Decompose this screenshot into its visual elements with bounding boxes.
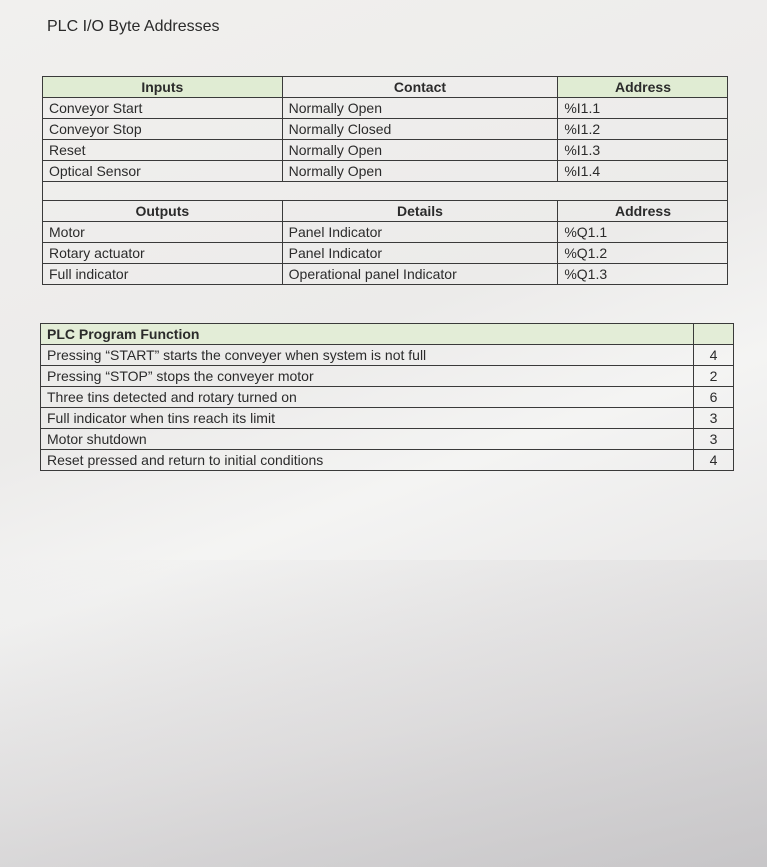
function-text: Reset pressed and return to initial conditions	[41, 450, 694, 471]
output-details: Panel Indicator	[282, 243, 558, 264]
output-address: %Q1.3	[558, 264, 728, 285]
inputs-header-row	[43, 77, 728, 98]
output-name: Rotary actuator	[43, 243, 283, 264]
function-text: Pressing “STOP” stops the conveyer motor	[41, 366, 694, 387]
input-name: Reset	[43, 140, 283, 161]
table-row	[41, 366, 734, 387]
function-header: PLC Program Function	[41, 324, 694, 345]
input-name: Optical Sensor	[43, 161, 283, 182]
table-row	[43, 222, 728, 243]
function-text: Full indicator when tins reach its limit	[41, 408, 694, 429]
program-function-table	[40, 323, 734, 471]
outputs-header-row	[43, 201, 728, 222]
table-row	[41, 429, 734, 450]
output-name: Full indicator	[43, 264, 283, 285]
output-details: Panel Indicator	[282, 222, 558, 243]
outputs-header: Outputs	[43, 201, 283, 222]
output-address: %Q1.1	[558, 222, 728, 243]
contact-header: Contact	[282, 77, 558, 98]
function-mark: 4	[694, 450, 734, 471]
input-address: %I1.2	[558, 119, 728, 140]
function-text: Pressing “START” starts the conveyer when system is not full	[41, 345, 694, 366]
table-row	[41, 450, 734, 471]
input-name: Conveyor Start	[43, 98, 283, 119]
io-address-table	[42, 76, 728, 285]
table-row	[41, 408, 734, 429]
function-mark: 6	[694, 387, 734, 408]
input-contact: Normally Open	[282, 98, 558, 119]
table-row	[43, 140, 728, 161]
table-row	[43, 264, 728, 285]
input-address: %I1.1	[558, 98, 728, 119]
spacer-row	[43, 182, 728, 201]
table-row	[43, 243, 728, 264]
table-row	[43, 98, 728, 119]
details-header: Details	[282, 201, 558, 222]
table-row	[43, 119, 728, 140]
function-mark: 2	[694, 366, 734, 387]
page-title: PLC I/O Byte Addresses	[47, 18, 220, 35]
function-mark: 3	[694, 429, 734, 450]
output-details: Operational panel Indicator	[282, 264, 558, 285]
page-shadow	[0, 560, 767, 867]
function-text: Three tins detected and rotary turned on	[41, 387, 694, 408]
input-contact: Normally Open	[282, 140, 558, 161]
output-address-header: Address	[558, 201, 728, 222]
inputs-header: Inputs	[43, 77, 283, 98]
input-name: Conveyor Stop	[43, 119, 283, 140]
input-contact: Normally Closed	[282, 119, 558, 140]
function-text: Motor shutdown	[41, 429, 694, 450]
function-header-row	[41, 324, 734, 345]
input-address: %I1.3	[558, 140, 728, 161]
function-mark: 3	[694, 408, 734, 429]
address-header: Address	[558, 77, 728, 98]
spacer-cell	[43, 182, 728, 201]
table-row	[41, 387, 734, 408]
input-address: %I1.4	[558, 161, 728, 182]
output-name: Motor	[43, 222, 283, 243]
input-contact: Normally Open	[282, 161, 558, 182]
table-row	[41, 345, 734, 366]
function-mark: 4	[694, 345, 734, 366]
output-address: %Q1.2	[558, 243, 728, 264]
function-header-blank	[694, 324, 734, 345]
table-row	[43, 161, 728, 182]
